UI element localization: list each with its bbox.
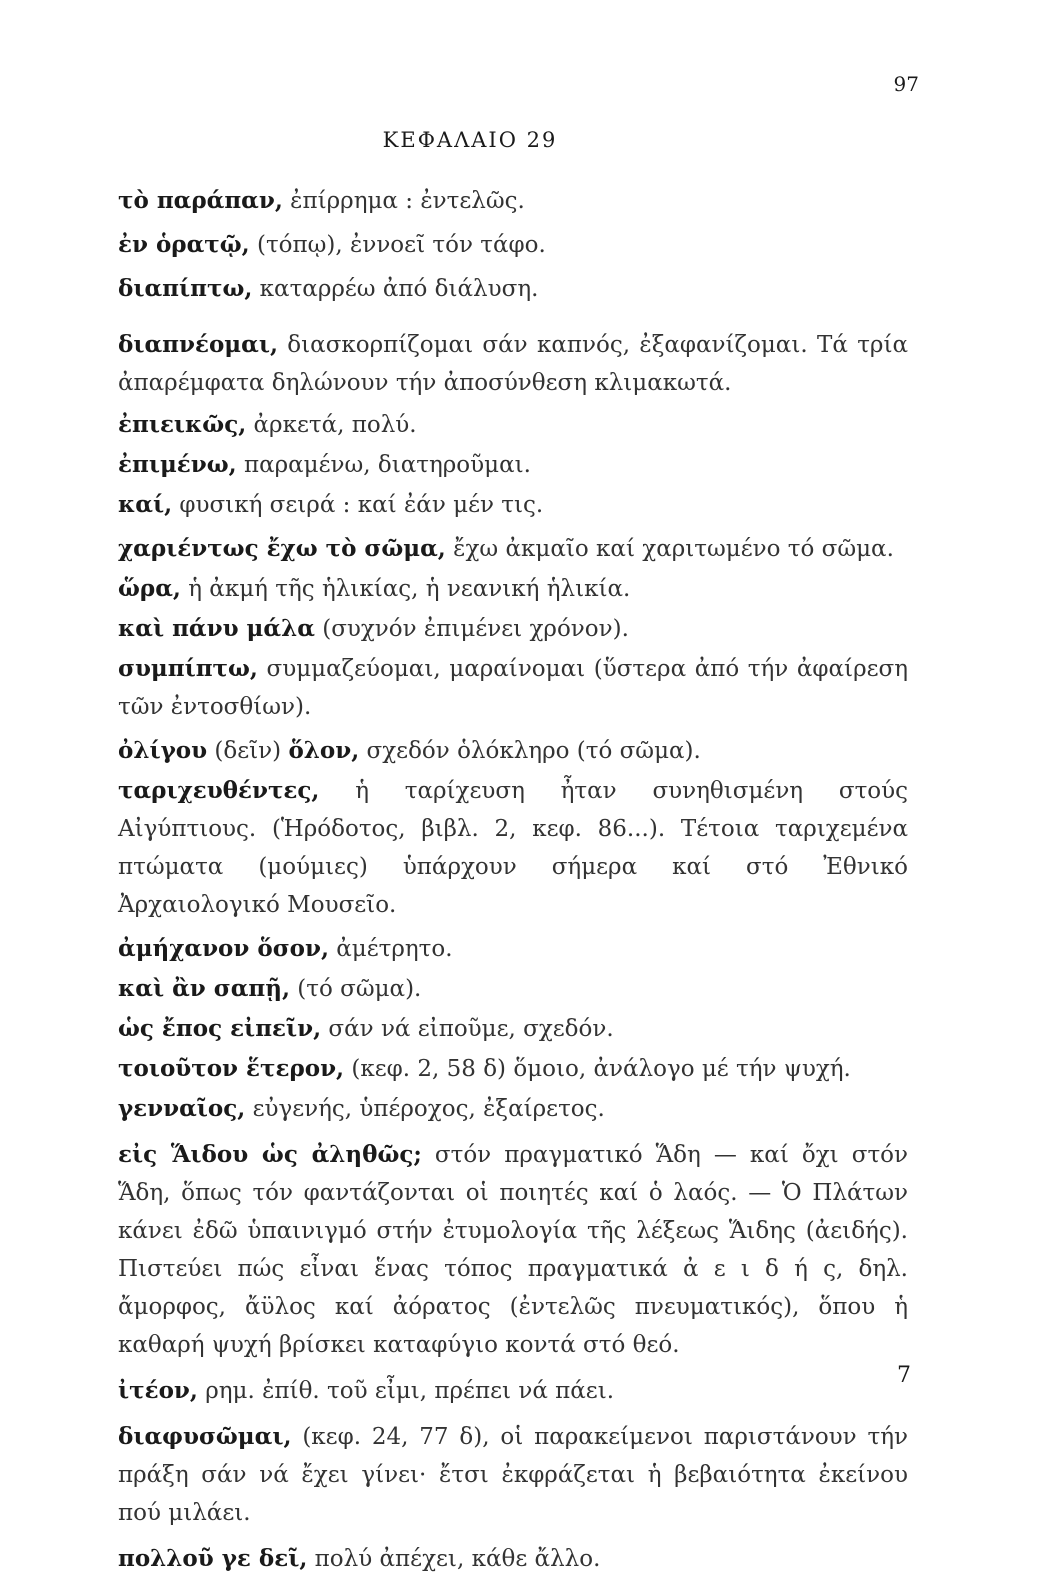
glossary-entry (118, 1090, 908, 1128)
glossary-entry (118, 486, 908, 524)
entry-definition: ἔχω ἀκμαῖο καί χαριτωμένο τό σῶμα. (445, 536, 894, 562)
glossary-entry (118, 1010, 908, 1048)
entry-definition: ἐπίρρημα : ἐντελῶς. (282, 188, 525, 214)
entry-head: ἐπιεικῶς, (118, 411, 247, 438)
entry-head: γενναῖος, (118, 1095, 246, 1122)
entry-definition: παραμένω, διατηροῦμαι. (236, 452, 531, 478)
entry-head: πολλοῦ γε δεῖ, (118, 1545, 308, 1572)
glossary-entry (118, 226, 908, 264)
entry-definition: φυσική σειρά : καί ἐάν μέν τις. (172, 492, 544, 518)
entry-definition: ἀρκετά, πολύ. (246, 412, 417, 438)
entry-head: ταριχευθέντες, (118, 777, 320, 804)
entry-head: διαπνέομαι, (118, 331, 278, 358)
entry-head: ἀμήχανον ὅσον, (118, 935, 329, 962)
entry-definition: στόν πραγματικό Ἅδη — καί ὄχι στόν Ἅδη, ὅπως τόν φαντάζονται οἱ ποιητές καί ὁ λαός. — Ὁ Πλάτων κάνει ἐδῶ ὑπαινιγμό στήν ἐτυμολογία τῆς λέξεως Ἅιδης (ἀειδής). Πιστεύει πώς εἶναι ἕνας τόπος πραγματικά ἀ ε ι δ ή ς, δηλ. ἄμορφος, ἄϋλος καί ἀόρατος (ἐντελῶς πνευματικός), ὅπου ἡ καθαρή ψυχή βρίσκει καταφύγιο κοντά στό θεό. (118, 1142, 909, 1358)
glossary-entry (118, 1372, 908, 1410)
entry-definition: καταρρέω ἀπό διάλυση. (252, 276, 539, 302)
glossary-entry (118, 1050, 908, 1088)
glossary-entry (118, 570, 908, 608)
entry-definition: συμμαζεύομαι, μαραίνομαι (ὕστερα ἀπό τήν ἀφαίρεση τῶν ἐντοσθίων). (118, 656, 908, 720)
entry-head: ὀλίγου (118, 737, 208, 764)
entry-head: τὸ παράπαν, (118, 187, 283, 214)
glossary-entry (118, 270, 908, 308)
entry-definition: (δεῖν) (207, 738, 289, 764)
glossary-entry (118, 772, 908, 924)
entry-definition: σχεδόν ὁλόκληρο (τό σῶμα). (359, 738, 701, 764)
entry-head: ἐπιμένω, (118, 451, 237, 478)
entry-head: ὥρα, (118, 575, 181, 602)
entry-head: ἐν ὁρατῷ, (118, 231, 250, 258)
entry-definition: σάν νά εἰποῦμε, σχεδόν. (321, 1016, 614, 1042)
entry-head: χαριέντως ἔχω τὸ σῶμα, (118, 535, 446, 562)
signature-mark: 7 (897, 1363, 911, 1388)
page-number: 97 (893, 72, 919, 96)
entry-head: καὶ ἂν σαπῇ, (118, 975, 290, 1002)
glossary-entry (118, 970, 908, 1008)
entry-definition: (τό σῶμα). (289, 976, 422, 1002)
glossary-entry (118, 530, 908, 568)
entry-definition: διασκορπίζομαι σάν καπνός, ἐξαφανίζομαι. Τά τρία ἀπαρέμφατα δηλώνουν τήν ἀποσύνθεση κλιμακωτά. (118, 332, 908, 396)
glossary-entry (118, 1136, 908, 1364)
glossary-entry (118, 446, 908, 484)
glossary (118, 182, 908, 1578)
entry-definition: (τόπῳ), ἐννοεῖ τόν τάφο. (249, 232, 546, 258)
entry-head: συμπίπτω, (118, 655, 258, 682)
entry-definition: (συχνόν ἐπιμένει χρόνον). (314, 616, 629, 642)
entry-definition: (κεφ. 24, 77 δ), οἱ παρακείμενοι παριστάνουν τήν πράξη σάν νά ἔχει γίνει· ἔτσι ἐκφράζεται ἡ βεβαιότητα ἐκείνου πού μιλάει. (118, 1424, 908, 1526)
glossary-entry (118, 326, 908, 402)
glossary-entry (118, 406, 908, 444)
entry-head: ἰτέον, (118, 1377, 198, 1404)
entry-head: τοιοῦτον ἕτερον, (118, 1055, 345, 1082)
entry-definition: ρημ. ἐπίθ. τοῦ εἶμι, πρέπει νά πάει. (197, 1378, 615, 1404)
glossary-entry (118, 610, 908, 648)
entry-head: καὶ πάνυ μάλα (118, 615, 315, 642)
entry-definition: ἡ ἀκμή τῆς ἡλικίας, ἡ νεανική ἡλικία. (180, 576, 631, 602)
entry-head: διαφυσῶμαι, (118, 1423, 292, 1450)
entry-definition: πολύ ἀπέχει, κάθε ἄλλο. (307, 1546, 601, 1572)
entry-definition: εὐγενής, ὑπέροχος, ἐξαίρετος. (245, 1096, 605, 1122)
glossary-entry (118, 930, 908, 968)
entry-head: ὡς ἔπος εἰπεῖν, (118, 1015, 322, 1042)
entry-definition: (κεφ. 2, 58 δ) ὅμοιο, ἀνάλογο μέ τήν ψυχή. (344, 1056, 851, 1082)
glossary-entry (118, 1540, 908, 1578)
entry-definition: ἀμέτρητο. (328, 936, 453, 962)
entry-head: ὅλον, (288, 737, 360, 764)
entry-definition: ἡ ταρίχευση ἦταν συνηθισμένη στούς Αἰγύπτιους. (Ἡρόδοτος, βιβλ. 2, κεφ. 86...). Τέτοια ταριχεμένα πτώματα (μούμιες) ὑπάρχουν σήμερα καί στό Ἐθνικό Ἀρχαιολογικό Μουσεῖο. (118, 778, 908, 918)
glossary-entry (118, 1418, 908, 1532)
entry-head: εἰς Ἅιδου ὡς ἀληθῶς; (118, 1141, 422, 1168)
entry-head: διαπίπτω, (118, 275, 253, 302)
glossary-entry (118, 732, 908, 770)
entry-head: καί, (118, 491, 173, 518)
glossary-entry (118, 182, 908, 220)
chapter-title: ΚΕΦΑΛΑΙΟ 29 (382, 128, 558, 152)
glossary-entry (118, 650, 908, 726)
